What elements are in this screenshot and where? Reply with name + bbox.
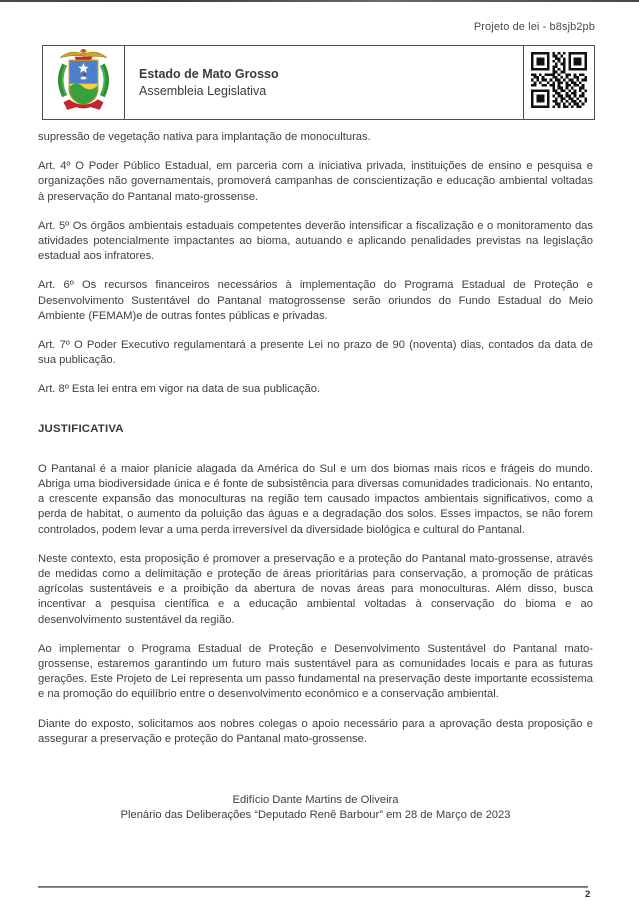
qr-cell xyxy=(523,46,594,119)
document-reference: Projeto de lei - b8sjb2pb xyxy=(473,21,595,33)
justification-heading: JUSTIFICATIVA xyxy=(38,422,124,435)
closing-building-line: Edifício Dante Martins de Oliveira xyxy=(232,794,399,807)
justification-paragraph-3: Ao implementar o Programa Estadual de Proteção e Desenvolvimento Sustentável do Pantanal mato-grossense, estaremos garantindo um futuro mais sustentável para as comunidades locais e para as futuras gerações. Este Projeto de Lei representa um passo fundamental na preservação deste importante ecossistema e na promoção do equilíbrio entre o desenvolvimento econômico e a conservação ambiental. xyxy=(38,642,593,701)
justification-paragraph-4: Diante do exposto, solicitamos aos nobres colegas o apoio necessário para a aprovação desta proposição e assegurar a preservação e proteção do Pantanal mato-grossense. xyxy=(38,717,593,745)
page-number: 2 xyxy=(585,889,591,900)
law-article-5: Art. 5º Os órgãos ambientais estaduais competentes deverão intensificar a fiscalização e o monitoramento das atividades potencialmente impactantes ao bioma, autuando e aplicando penalidades previstas na legislação estadual aos infratores. xyxy=(38,219,593,263)
letterhead xyxy=(42,45,595,120)
assembly-name: Assembleia Legislativa xyxy=(139,84,267,98)
mato-grosso-coat-of-arms-icon xyxy=(56,46,111,119)
law-article-8: Art. 8º Esta lei entra em vigor na data de sua publicação. xyxy=(38,383,321,396)
justification-paragraph-1: O Pantanal é a maior planície alagada da América do Sul e um dos biomas mais ricos e frágeis do mundo. Abriga uma biodiversidade única e é fonte de subsistência para diversas comunidades tradicionais. No entanto, a crescente expansão das monoculturas na região tem causado impactos ambientais significativos, como a perda de habitat, o aumento da poluição das águas e a degradação dos solos. Esses impactos, se não forem controlados, podem levar a uma perda irreversível da diversidade biológica e cultural do Pantanal. xyxy=(38,462,593,536)
law-article-6: Art. 6º Os recursos financeiros necessários à implementação do Programa Estadual de Proteção e Desenvolvimento Sustentável do Pantanal matogrossense serão oriundos do Fundo Estadual do Meio Ambiente (FEMAM)e de outras fontes públicas e privadas. xyxy=(38,279,593,322)
crest-cell xyxy=(43,46,125,119)
qr-code-icon xyxy=(531,52,587,113)
body-paragraph: supressão de vegetação nativa para implantação de monoculturas. xyxy=(38,131,371,143)
law-article-7: Art. 7º O Poder Executivo regulamentará a presente Lei no prazo de 90 (noventa) dias, contados da data de sua publicação. xyxy=(38,339,593,367)
law-article-4: Art. 4º O Poder Público Estadual, em parceria com a iniciativa privada, instituições de ensino e pesquisa e organizações não governamentais, promoverá campanhas de conscientização e educação ambiental voltadas à preservação do Pantanal mato-grossense. xyxy=(38,160,593,203)
state-name: Estado de Mato Grosso xyxy=(139,67,279,81)
letterhead-titles xyxy=(125,46,523,119)
scan-edge-artifact xyxy=(0,0,639,2)
document-body xyxy=(38,130,593,824)
footer-divider xyxy=(38,886,588,888)
closing-plenary-line: Plenário das Deliberações “Deputado Renê Barbour” em 28 de Março de 2023 xyxy=(120,809,511,822)
closing-block xyxy=(38,793,593,823)
justification-paragraph-2: Neste contexto, esta proposição é promover a preservação e a proteção do Pantanal mato-grossense, através de medidas como a delimitação e proteção de áreas prioritárias para conservação, a promoção de práticas agrícolas sustentáveis e a proibição da abertura de novas áreas para monoculturas. Além disso, busca incentivar a pesquisa científica e a educação ambiental voltadas à conservação do bioma e ao desenvolvimento sustentável da região. xyxy=(38,552,593,626)
